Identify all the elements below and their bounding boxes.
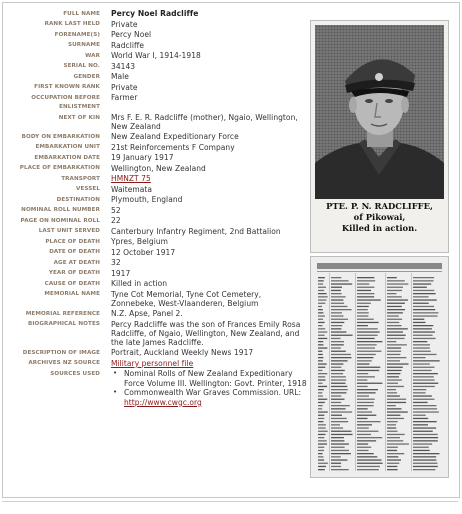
row-date-of-death (2, 248, 307, 258)
portrait-image (315, 25, 444, 199)
value-full-name: Percy Noel Radcliffe (111, 9, 199, 18)
row-destination (2, 195, 307, 205)
label-destination: DESTINATION (56, 196, 100, 203)
label-cause-of-death: CAUSE OF DEATH (44, 280, 100, 287)
label-embarkation-date: EMBARKATION DATE (34, 154, 100, 161)
value-nominal-roll-number: 52 (111, 205, 121, 215)
row-memorial-name (2, 290, 307, 309)
label-year-of-death: YEAR OF DEATH (48, 270, 100, 277)
photo-caption (317, 201, 442, 234)
value-gender: Male (111, 72, 129, 81)
row-page-on-nominal-roll (2, 216, 307, 226)
value-cause-of-death: Killed in action (111, 279, 168, 289)
value-year-of-death: 1917 (111, 268, 131, 278)
value-sources-used (111, 369, 307, 407)
value-transport (111, 174, 307, 183)
label-biographical-notes: BIOGRAPHICAL NOTES (27, 321, 100, 328)
row-full-name (2, 9, 307, 19)
label-last-unit-served: LAST UNIT SERVED (38, 228, 100, 235)
label-page-on-nominal-roll: PAGE ON NOMINAL ROLL (20, 217, 100, 224)
caption-line-2: of Pikowai, (353, 212, 406, 222)
value-page-on-nominal-roll: 22 (111, 216, 121, 226)
source-text: Nominal Rolls of New Zealand Expeditionary Force Volume III. Wellington: Govt. Printer, 1918 (124, 369, 307, 388)
value-embarkation-unit: 21st Reinforcements F Company (111, 142, 235, 152)
row-transport (2, 174, 307, 184)
row-serial-no (2, 62, 307, 72)
value-first-known-rank: Private (111, 82, 138, 92)
value-date-of-death: 12 October 1917 (111, 247, 176, 257)
label-war: WAR (85, 52, 100, 59)
caption-line-3: Killed in action. (341, 223, 418, 233)
value-destination: Plymouth, England (111, 195, 183, 205)
row-body-on-embarkation (2, 132, 307, 142)
label-memorial-reference: MEMORIAL REFERENCE (25, 310, 100, 317)
value-archives-nz-source (111, 359, 307, 368)
row-surname (2, 41, 307, 51)
row-war (2, 51, 307, 61)
value-surname: Radcliffe (111, 40, 145, 50)
value-next-of-kin: Mrs F. E. R. Radcliffe (mother), Ngaio, Wellington, New Zealand (111, 113, 298, 132)
transport-link[interactable]: HMNZT 75 (111, 174, 151, 184)
label-surname: SURNAME (68, 42, 100, 48)
value-serial-no: 34143 (111, 61, 136, 71)
label-body-on-embarkation: BODY ON EMBARKATION (21, 133, 100, 140)
label-full-name: FULL NAME (63, 10, 100, 17)
value-occupation: Farmer (111, 93, 138, 102)
portrait-photo[interactable] (310, 20, 449, 253)
cwgc-link[interactable]: http://www.cwgc.org (124, 397, 202, 407)
source-text: Commonwealth War Graves Commission. URL: (124, 388, 302, 398)
row-year-of-death (2, 269, 307, 279)
row-last-unit-served (2, 227, 307, 237)
row-first-known-rank (2, 83, 307, 93)
row-place-of-death (2, 237, 307, 247)
record-details (2, 9, 307, 407)
document-scan (311, 257, 448, 477)
label-first-known-rank: FIRST KNOWN RANK (34, 84, 100, 90)
archives-nz-source-link[interactable]: Military personnel file (111, 358, 194, 368)
row-rank-last-held (2, 20, 307, 30)
label-occupation: OCCUPATION BEFORE ENLISTMENT (31, 94, 100, 110)
source-item-nominal-rolls (120, 369, 307, 388)
row-forenames (2, 30, 307, 40)
value-place-of-embarkation: Wellington, New Zealand (111, 163, 206, 173)
label-next-of-kin: NEXT OF KIN (58, 114, 100, 121)
caption-line-1: PTE. P. N. RADCLIFFE, (326, 201, 433, 211)
label-nominal-roll-number: NOMINAL ROLL NUMBER (21, 207, 100, 214)
row-gender (2, 72, 307, 82)
row-vessel (2, 185, 307, 195)
row-biographical-notes (2, 320, 307, 348)
nominal-roll-document-image[interactable] (310, 256, 449, 478)
footer-divider (2, 501, 458, 502)
label-sources-used: SOURCES USED (50, 370, 100, 377)
label-place-of-embarkation: PLACE OF EMBARKATION (19, 165, 100, 172)
label-age-at-death: AGE AT DEATH (53, 259, 100, 266)
value-vessel: Waitemata (111, 184, 153, 194)
label-description-of-image: DESCRIPTION OF IMAGE (22, 349, 100, 356)
label-rank-last-held: RANK LAST HELD (44, 21, 100, 27)
row-nominal-roll-number (2, 206, 307, 216)
row-next-of-kin (2, 113, 307, 132)
row-occupation (2, 93, 307, 113)
value-memorial-reference: N.Z. Apse, Panel 2. (111, 309, 183, 319)
row-embarkation-unit (2, 143, 307, 153)
label-date-of-death: DATE OF DEATH (49, 249, 100, 256)
value-age-at-death: 32 (111, 258, 121, 268)
record-rows (2, 9, 307, 369)
row-archives-nz-source (2, 359, 307, 369)
source-item-cwgc (120, 388, 307, 407)
label-embarkation-unit: EMBARKATION UNIT (35, 144, 100, 151)
value-body-on-embarkation: New Zealand Expeditionary Force (111, 132, 239, 142)
value-forenames: Percy Noel (111, 30, 152, 39)
value-war: World War I, 1914-1918 (111, 51, 201, 60)
value-last-unit-served: Canterbury Infantry Regiment, 2nd Battalion (111, 226, 281, 236)
row-place-of-embarkation (2, 164, 307, 174)
row-cause-of-death (2, 279, 307, 289)
label-memorial-name: MEMORIAL NAME (44, 291, 100, 298)
label-transport: TRANSPORT (61, 175, 100, 182)
label-forenames: FORENAME(S) (54, 31, 100, 38)
value-place-of-death: Ypres, Belgium (111, 237, 168, 247)
label-place-of-death: PLACE OF DEATH (45, 238, 100, 245)
label-archives-nz-source: ARCHIVES NZ SOURCE (28, 360, 100, 367)
value-memorial-name: Tyne Cot Memorial, Tyne Cot Cemetery, Zonnebeke, West-Vlaanderen, Belgium (111, 289, 262, 309)
row-age-at-death (2, 258, 307, 268)
value-embarkation-date: 19 January 1917 (111, 153, 174, 163)
value-rank-last-held: Private (111, 19, 138, 29)
row-embarkation-date (2, 153, 307, 163)
row-memorial-reference (2, 309, 307, 319)
label-gender: GENDER (73, 73, 100, 80)
value-description-of-image: Portrait, Auckland Weekly News 1917 (111, 348, 254, 358)
value-biographical-notes: Percy Radcliffe was the son of Frances Emily Rosa Radcliffe, of Ngaio, Wellington, New Zealand, and the late James Radcliffe. (111, 319, 301, 348)
row-description-of-image (2, 348, 307, 358)
sources-list (111, 369, 307, 407)
row-sources-used (2, 369, 307, 407)
label-serial-no: SERIAL NO. (63, 63, 100, 69)
label-vessel: VESSEL (76, 186, 100, 193)
